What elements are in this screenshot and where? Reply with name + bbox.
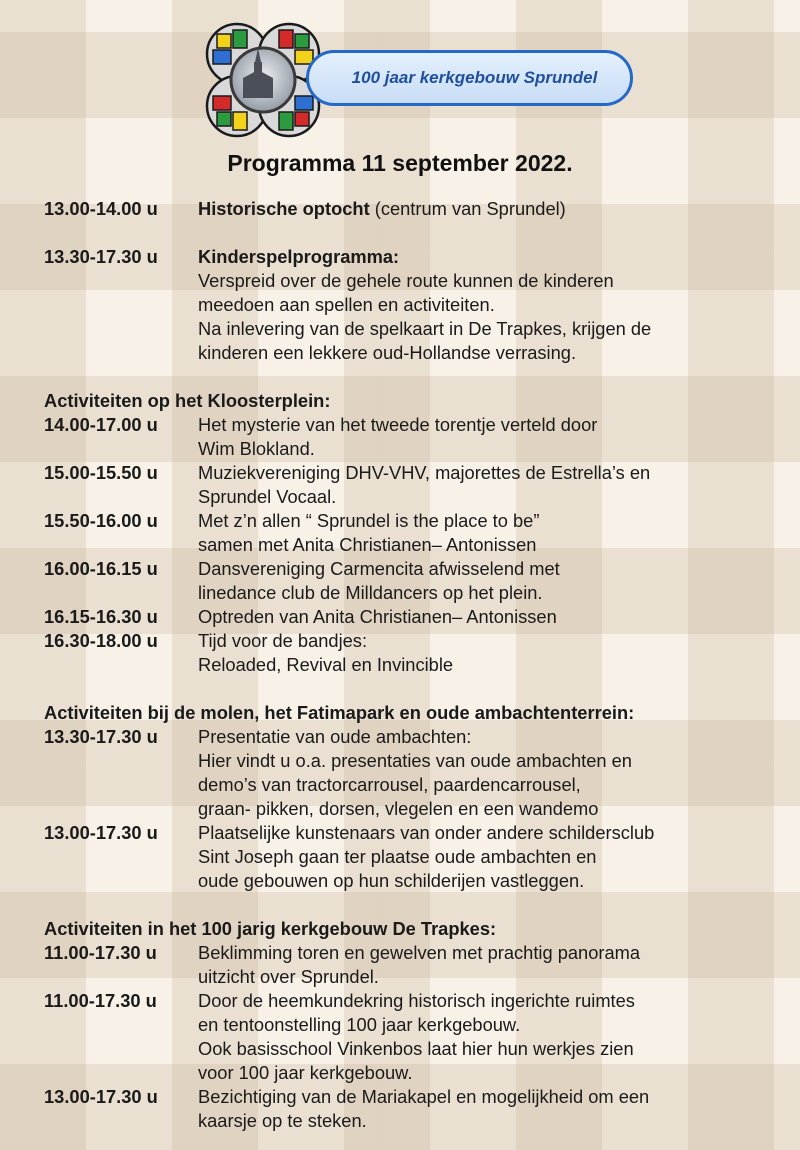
program-description: [198, 557, 784, 605]
program-description: [198, 989, 784, 1085]
program-time: 13.00-14.00 u: [44, 198, 158, 219]
program-line: Door de heemkundekring historisch ingerichte ruimtes: [198, 990, 635, 1011]
program-line: Reloaded, Revival en Invincible: [198, 654, 454, 675]
program-line: Het mysterie van het tweede torentje verteld door: [198, 414, 598, 435]
program-line: voor 100 jaar kerkgebouw.: [198, 1062, 413, 1083]
program-line: Ook basisschool Vinkenbos laat hier hun werkjes zien: [198, 1038, 634, 1059]
program-item: [44, 245, 784, 365]
program-item: [44, 461, 784, 509]
program-lead: Kinderspelprogramma:: [198, 246, 400, 267]
program-item: [44, 725, 784, 821]
program-lead: Historische optocht: [198, 198, 370, 219]
program-item: [44, 941, 784, 989]
spacer: [44, 365, 784, 389]
program-line: [198, 245, 784, 269]
spacer: [44, 677, 784, 701]
program-line: demo’s van tractorcarrousel, paardencarrousel,: [198, 774, 581, 795]
program-item: [44, 989, 784, 1085]
program-time: 14.00-17.00 u: [44, 414, 158, 435]
program-time: 15.50-16.00 u: [44, 510, 158, 531]
program-item: [44, 629, 784, 677]
program-line: Optreden van Anita Christianen– Antonissen: [198, 606, 557, 627]
program-line: kaarsje op te steken.: [198, 1110, 367, 1131]
program-description: [198, 413, 784, 461]
banner-text: 100 jaar kerkgebouw Sprundel: [351, 68, 598, 87]
program-line: [198, 197, 784, 221]
program-time: 16.00-16.15 u: [44, 558, 158, 579]
program-time: 13.00-17.30 u: [44, 822, 158, 843]
program-line: samen met Anita Christianen– Antonissen: [198, 534, 537, 555]
program-time: 11.00-17.30 u: [44, 942, 157, 963]
program-time: 16.30-18.00 u: [44, 630, 158, 651]
program-line: Dansvereniging Carmencita afwisselend met: [198, 558, 560, 579]
section-title: Activiteiten bij de molen, het Fatimapark en oude ambachtenterrein:: [44, 702, 635, 723]
program-line: linedance club de Milldancers op het plein.: [198, 582, 543, 603]
spacer: [44, 221, 784, 245]
program-description: [198, 1085, 784, 1133]
program-item: [44, 1085, 784, 1133]
program-description: [198, 461, 784, 509]
program-time: 16.15-16.30 u: [44, 606, 158, 627]
program-description: [198, 629, 784, 677]
program-line: Wim Blokland.: [198, 438, 315, 459]
program-line: Tijd voor de bandjes:: [198, 630, 368, 651]
program-description: [198, 605, 784, 629]
program-description: [198, 725, 784, 821]
program-lead-note: (centrum van Sprundel): [369, 198, 566, 219]
program-description: [198, 821, 784, 893]
program-line: Sprundel Vocaal.: [198, 486, 337, 507]
program-line: Hier vindt u o.a. presentaties van oude ambachten en: [198, 750, 632, 771]
program-line: Verspreid over de gehele route kunnen de kinderen: [198, 270, 614, 291]
program-line: Presentatie van oude ambachten:: [198, 726, 472, 747]
program-line: en tentoonstelling 100 jaar kerkgebouw.: [198, 1014, 521, 1035]
church-window-logo: [203, 20, 323, 140]
program-line: Sint Joseph gaan ter plaatse oude ambachten en: [198, 846, 597, 867]
anniversary-banner: [306, 50, 633, 106]
program-line: uitzicht over Sprundel.: [198, 966, 379, 987]
program-item: [44, 413, 784, 461]
program-line: Na inlevering van de spelkaart in De Trapkes, krijgen de: [198, 318, 652, 339]
page-title: Programma 11 september 2022.: [227, 150, 573, 176]
program-description: [198, 941, 784, 989]
program-line: Muziekvereniging DHV-VHV, majorettes de Estrella’s en: [198, 462, 651, 483]
program-line: Met z’n allen “ Sprundel is the place to be”: [198, 510, 540, 531]
program-line: kinderen een lekkere oud-Hollandse verrasing.: [198, 342, 577, 363]
program-time: 13.00-17.30 u: [44, 1086, 158, 1107]
program-line: Bezichtiging van de Mariakapel en mogelijkheid om een: [198, 1086, 650, 1107]
program-list: [44, 197, 784, 1133]
program-item: [44, 197, 784, 221]
spacer: [44, 893, 784, 917]
program-description: [198, 245, 784, 365]
program-item: [44, 509, 784, 557]
program-time: 11.00-17.30 u: [44, 990, 157, 1011]
program-time: 13.30-17.30 u: [44, 726, 158, 747]
program-line: oude gebouwen op hun schilderijen vastleggen.: [198, 870, 585, 891]
program-line: Beklimming toren en gewelven met prachtig panorama: [198, 942, 641, 963]
program-description: [198, 197, 784, 221]
section-title: Activiteiten in het 100 jarig kerkgebouw De Trapkes:: [44, 918, 497, 939]
program-line: Plaatselijke kunstenaars van onder andere schildersclub: [198, 822, 655, 843]
program-item: [44, 821, 784, 893]
program-time: 15.00-15.50 u: [44, 462, 158, 483]
section-title: Activiteiten op het Kloosterplein:: [44, 390, 331, 411]
program-line: graan- pikken, dorsen, vlegelen en een wandemo: [198, 798, 599, 819]
program-time: 13.30-17.30 u: [44, 246, 158, 267]
program-item: [44, 557, 784, 605]
program-item: [44, 605, 784, 629]
program-line: meedoen aan spellen en activiteiten.: [198, 294, 495, 315]
program-description: [198, 509, 784, 557]
